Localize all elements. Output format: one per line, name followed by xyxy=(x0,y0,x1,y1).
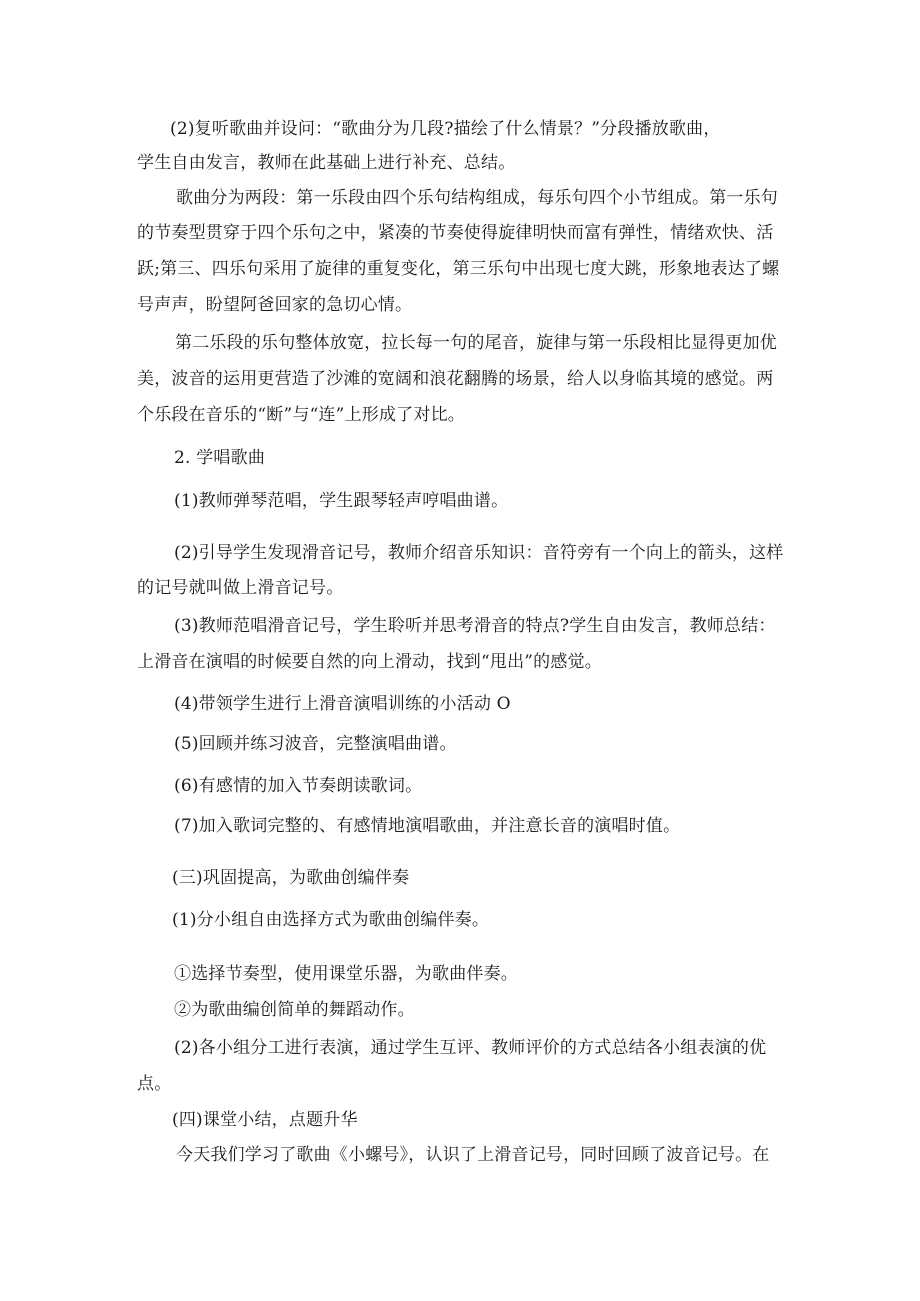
step-item: (1)分小组自由选择方式为歌曲创编伴奏。 xyxy=(172,910,490,930)
paragraph-line: 上滑音在演唱的时候要自然的向上滑动，找到“甩出”的感觉。 xyxy=(137,652,602,672)
paragraph-line: 今天我们学习了歌曲《小螺号》，认识了上滑音记号，同时回顾了波音记号。在 xyxy=(176,1145,770,1165)
sub-item: ②为歌曲编创简单的舞蹈动作。 xyxy=(174,1000,415,1020)
step-item: (2)各小组分工进行表演，通过学生互评、教师评价的方式总结各小组表演的优 xyxy=(174,1038,767,1058)
section-heading: (三)巩固提高，为歌曲创编伴奏 xyxy=(172,868,410,888)
sub-item: ①选择节奏型，使用课堂乐器，为歌曲伴奏。 xyxy=(174,964,518,984)
paragraph-line: 美，波音的运用更营造了沙滩的宽阔和浪花翻腾的场景，给人以身临其境的感觉。两 xyxy=(137,369,774,389)
step-item: (1)教师弹琴范唱，学生跟琴轻声哼唱曲谱。 xyxy=(174,491,509,511)
paragraph-line: 跃;第三、四乐句采用了旋律的重复变化，第三乐句中出现七度大跳，形象地表达了螺 xyxy=(137,259,780,279)
step-item: (2)引导学生发现滑音记号，教师介绍音乐知识：音符旁有一个向上的箭头，这样 xyxy=(174,543,784,563)
section-heading: 2. 学唱歌曲 xyxy=(174,448,266,468)
paragraph-line: 个乐段在音乐的“断”与“连”上形成了对比。 xyxy=(137,405,465,425)
paragraph-line: 的节奏型贯穿于四个乐句之中，紧凑的节奏使得旋律明快而富有弹性，情绪欢快、活 xyxy=(137,223,774,243)
paragraph-line: 第二乐段的乐句整体放宽，拉长每一句的尾音，旋律与第一乐段相比显得更加优 xyxy=(175,333,777,353)
paragraph-line: 学生自由发言，教师在此基础上进行补充、总结。 xyxy=(137,153,516,173)
step-item: (6)有感情的加入节奏朗读歌词。 xyxy=(174,776,423,796)
step-item: (5)回顾并练习波音，完整演唱曲谱。 xyxy=(174,734,457,754)
paragraph-line: 的记号就叫做上滑音记号。 xyxy=(137,578,344,598)
paragraph-line: 号声声，盼望阿爸回家的急切心情。 xyxy=(137,295,413,315)
paragraph-line: 点。 xyxy=(137,1074,172,1094)
paragraph-line: 歌曲分为两段：第一乐段由四个乐句结构组成，每乐句四个小节组成。第一乐句 xyxy=(176,188,778,208)
step-item: (3)教师范唱滑音记号，学生聆听并思考滑音的特点?学生自由发言，教师总结： xyxy=(174,616,776,636)
step-item: (7)加入歌词完整的、有感情地演唱歌曲，并注意长音的演唱时值。 xyxy=(174,816,681,836)
step-item: (4)带领学生进行上滑音演唱训练的小活动 O xyxy=(174,694,511,714)
section-heading: (四)课堂小结，点题升华 xyxy=(172,1110,358,1130)
paragraph-line: (2)复听歌曲并设问：“歌曲分为几段?描绘了什么情景？”分段播放歌曲， xyxy=(170,119,721,139)
